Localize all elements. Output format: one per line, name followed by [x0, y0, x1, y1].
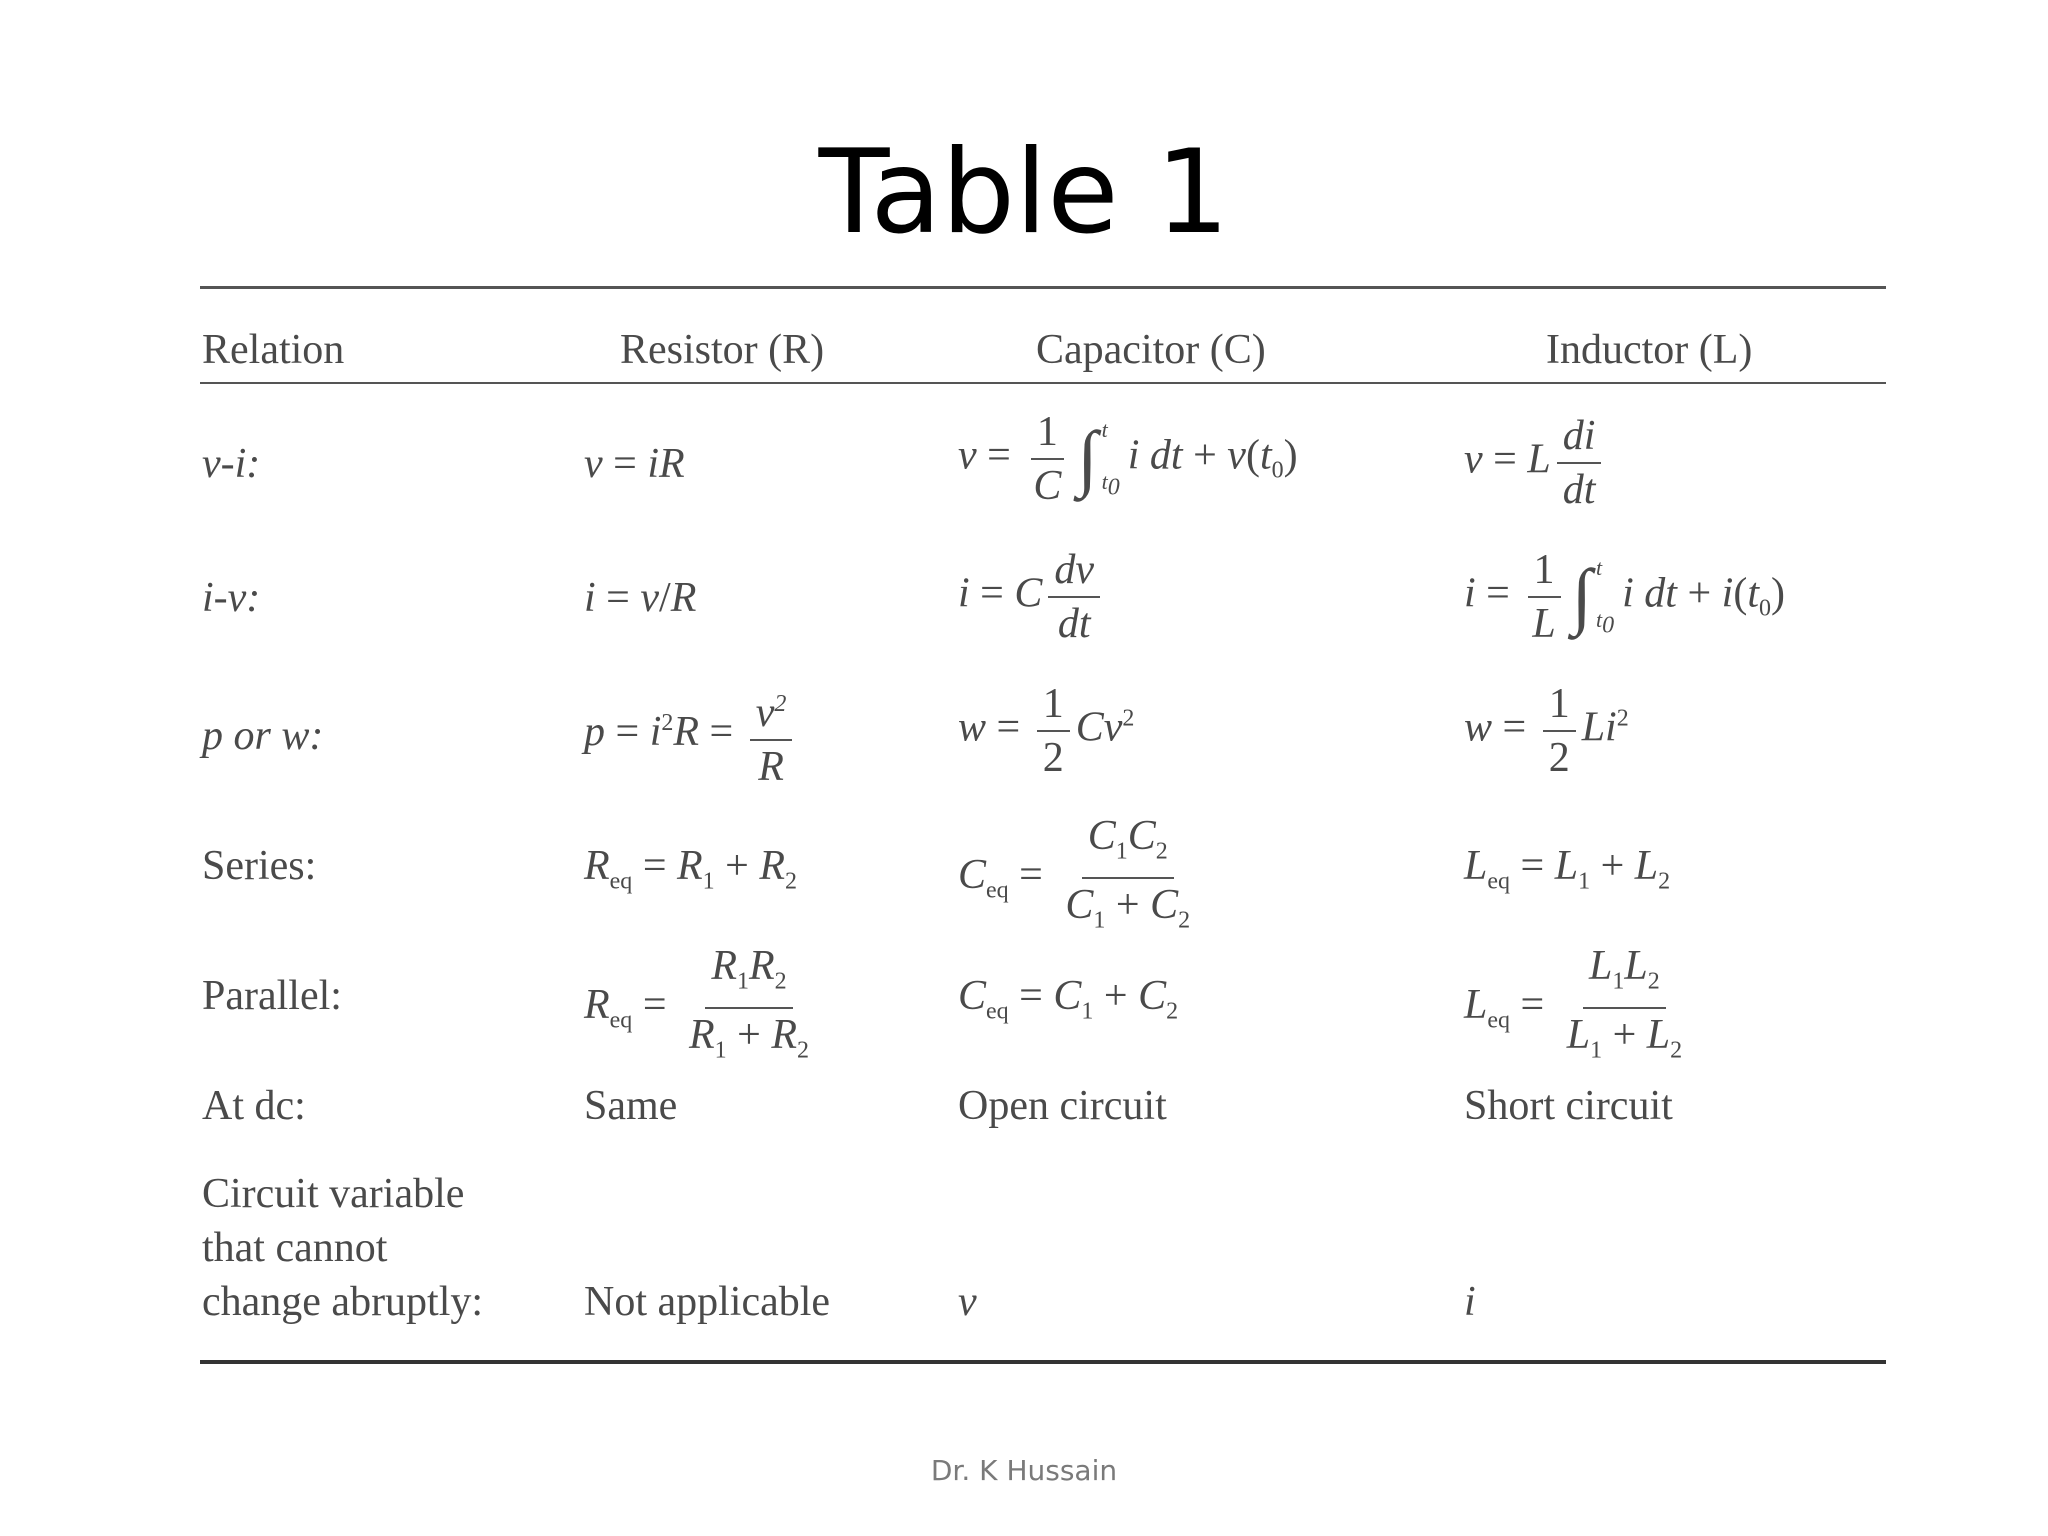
cell-pw-capacitor: w = $\frac{1}{2}$ Cv$^2$ [958, 681, 1135, 781]
cell-vi-capacitor: v = $\frac{1}{C}$ ∫ t $t_0$ i dt + $v(t_0)$ [958, 408, 1298, 509]
cell-series-inductor: $L_{eq} = L_1 + L_2$ [1464, 843, 1671, 895]
cell-abrupt-capacitor: v [958, 1279, 977, 1325]
header-capacitor: Capacitor (C) [1036, 327, 1266, 373]
cell-pw-inductor: w = $\frac{1}{2}$ Li$^2$ [1464, 681, 1629, 781]
row-label-abrupt-line1: Circuit variable [202, 1171, 465, 1217]
table-top-rule [200, 286, 1886, 289]
row-label-abrupt-line2: that cannot [202, 1225, 388, 1271]
row-label-iv: i-v: [202, 575, 261, 621]
row-label-series: Series: [202, 843, 317, 889]
cell-vi-resistor: v = iR [584, 441, 685, 487]
row-label-parallel: Parallel: [202, 973, 342, 1019]
table-header-rule [200, 382, 1886, 384]
cell-abrupt-resistor: Not applicable [584, 1279, 831, 1325]
cell-iv-resistor: i = v/R [584, 575, 697, 621]
cell-abrupt-inductor: i [1464, 1279, 1476, 1325]
header-inductor: Inductor (L) [1546, 327, 1753, 373]
cell-parallel-inductor: $L_{eq}$ = $\frac{L_1L_2}{L_1 + L_2}$ [1464, 943, 1683, 1064]
cell-pw-resistor: $p = i^2R$ = $\frac{v^2}{R}$ [584, 680, 798, 791]
cell-series-resistor: $R_{eq} = R_1 + R_2$ [584, 843, 797, 895]
table-bottom-rule [200, 1360, 1886, 1364]
slide-title: Table 1 [818, 125, 1230, 260]
cell-parallel-resistor: $R_{eq}$ = $\frac{R_1R_2}{R_1 + R_2}$ [584, 943, 809, 1064]
row-label-pw: p or w: [202, 713, 324, 759]
cell-dc-capacitor: Open circuit [958, 1083, 1167, 1129]
cell-dc-resistor: Same [584, 1083, 678, 1129]
footer-author: Dr. K Hussain [930, 1454, 1118, 1487]
cell-series-capacitor: $C_{eq}$ = $\frac{C_1C_2}{C_1 + C_2}$ [958, 813, 1191, 934]
cell-parallel-capacitor: $C_{eq} = C_1 + C_2$ [958, 973, 1179, 1025]
cell-dc-inductor: Short circuit [1464, 1083, 1673, 1129]
cell-iv-inductor: i = $\frac{1}{L}$ ∫ t $t_0$ i dt + $i(t_0)$ [1464, 546, 1785, 647]
header-resistor: Resistor (R) [620, 327, 825, 373]
cell-iv-capacitor: i = C $\frac{dv}{dt}$ [958, 546, 1106, 648]
header-relation: Relation [202, 327, 345, 373]
row-label-vi: v-i: [202, 441, 261, 487]
row-label-dc: At dc: [202, 1083, 306, 1129]
row-label-abrupt-line3: change abruptly: [202, 1279, 484, 1325]
cell-vi-inductor: v = L $\frac{di}{dt}$ [1464, 412, 1607, 514]
